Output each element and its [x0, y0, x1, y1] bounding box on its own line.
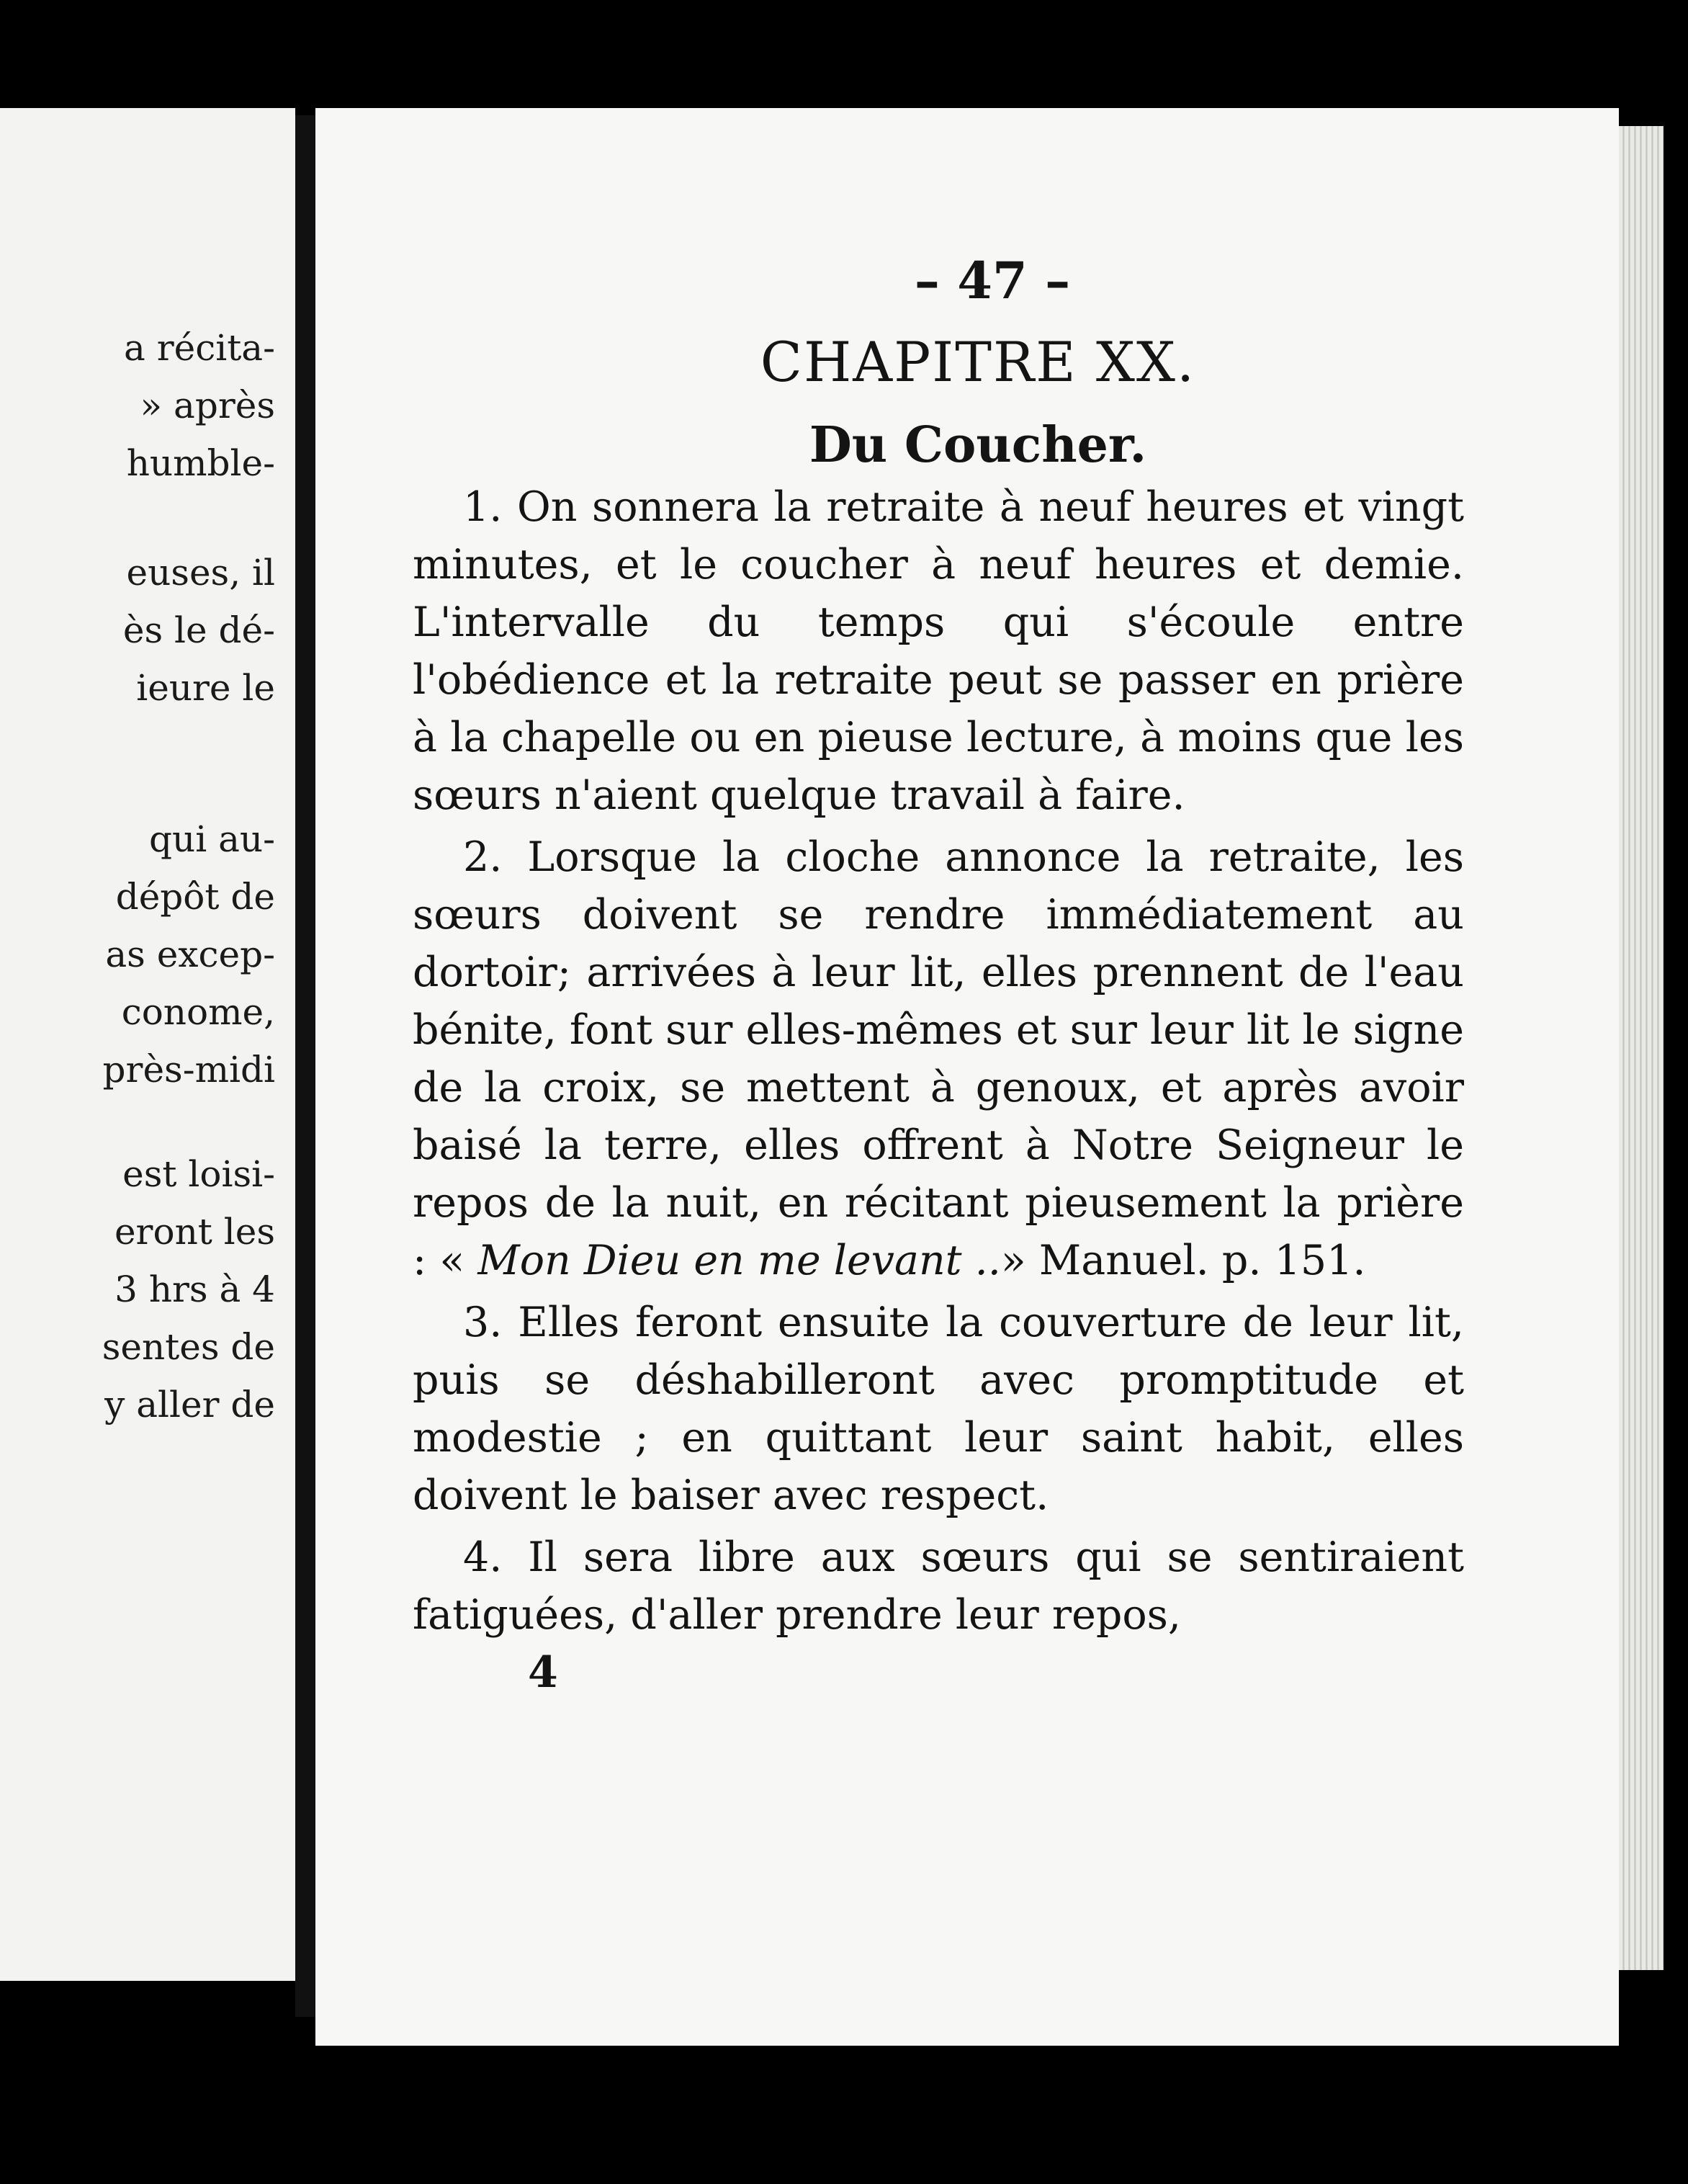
left-line-13: eront les	[114, 1211, 275, 1253]
left-line-14: 3 hrs à 4	[115, 1268, 275, 1310]
left-line-7: qui au-	[149, 818, 275, 860]
left-line-1: a récita-	[124, 327, 275, 369]
paragraph-3: 3. Elles feront ensuite la couverture de leur lit, puis se déshabilleront avec promptitude et modestie ; en quittant leur saint habit, elles doivent le baiser avec respect.	[413, 1299, 1464, 1519]
left-line-9: as excep-	[105, 934, 275, 975]
left-facing-page	[0, 108, 295, 1981]
left-line-3: humble-	[126, 442, 275, 484]
left-line-2: » après	[140, 385, 275, 426]
paragraph-1: 1. On sonnera la retraite à neuf heures et vingt minutes, et le coucher à neuf heures et demie. L'intervalle du temps qui s'écoule entre l'obédience et la retraite peut se passer en prière à la chapelle ou en pieuse lecture, à moins que les sœurs n'aient quelque travail à faire.	[413, 483, 1464, 819]
left-line-5: ès le dé-	[122, 609, 275, 651]
left-line-4: euses, il	[126, 552, 275, 594]
book-gutter	[295, 115, 315, 2017]
left-line-8: dépôt de	[115, 876, 275, 918]
signature-mark: 4	[528, 1647, 558, 1698]
paragraph-4: 4. Il sera libre aux sœurs qui se sentiraient fatiguées, d'aller prendre leur repos,	[413, 1534, 1464, 1639]
section-title: Du Coucher.	[809, 416, 1147, 474]
page-number: – 47 –	[914, 251, 1071, 310]
page-edges	[1619, 126, 1664, 1970]
left-line-16: y aller de	[104, 1384, 275, 1426]
left-line-6: ieure le	[136, 667, 275, 709]
paragraph-2-text: 2. Lorsque la cloche annonce la retraite, les sœurs doivent se rendre immédiatement au dortoir; arrivées à leur lit, elles prennent de l'eau bénite, font sur elles-mêmes et sur leur lit le signe de la croix, se mettent à genoux, et après avoir baisé la terre, elles offrent à Notre Seigneur le repos de la nuit, en récitant pieusement la prière : «	[413, 833, 1464, 1284]
paragraph-2-after: » Manuel. p. 151.	[1000, 1237, 1366, 1284]
left-line-12: est loisi-	[122, 1153, 275, 1195]
left-line-15: sentes de	[102, 1326, 275, 1368]
paragraph-2	[413, 828, 1464, 1289]
left-line-10: conome,	[121, 991, 275, 1033]
page-content	[413, 252, 1464, 1701]
paragraph-2-italic: Mon Dieu en me levant ..	[477, 1237, 1001, 1284]
chapter-heading: CHAPITRE XX.	[760, 330, 1196, 394]
left-line-11: près-midi	[102, 1049, 275, 1091]
right-page	[315, 108, 1619, 2046]
